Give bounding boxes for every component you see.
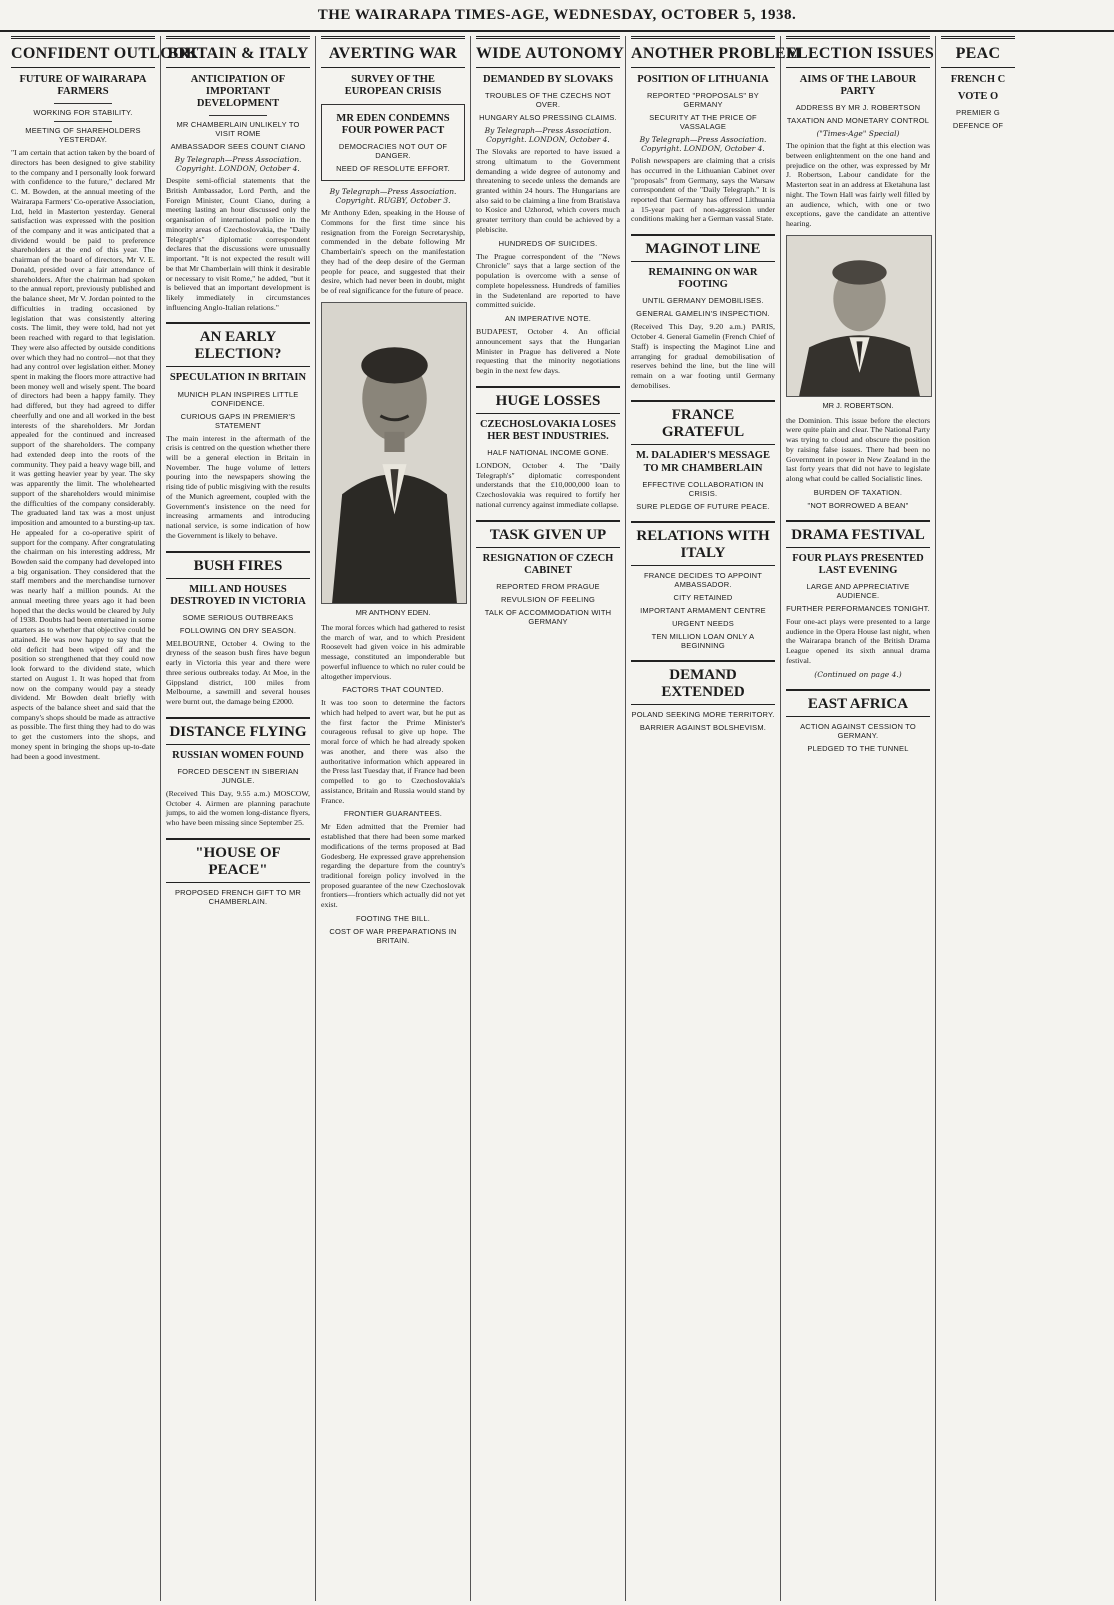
subheadline: PROPOSED FRENCH GIFT TO MR CHAMBERLAIN. <box>174 887 302 906</box>
headline: "HOUSE OF PEACE" <box>166 838 310 883</box>
subheadline-box <box>321 104 465 181</box>
headline: AN EARLY ELECTION? <box>166 322 310 367</box>
article-body: Four one-act plays were presented to a large audience in the Opera House last night, when the Wairarapa branch of the British Drama League opened its sixth annual drama festival. <box>786 617 930 665</box>
headline: BUSH FIRES <box>166 551 310 579</box>
portrait-photo <box>786 235 932 397</box>
subheadline: NEED OF RESOLUTE EFFORT. <box>336 164 450 174</box>
article-body: It was too soon to determine the factors which had helped to avert war, but he put as the first factor the Prime Minister's courageous refusal to give up hope. The moral force of which he had already spoken was another, and there was also the authoritative information which appeared in the Press last Tuesday that, if France had been compelled to go to Czechoslovakia's assistance, Britain and Russia would stand by France. <box>321 698 465 805</box>
headline: ELECTION ISSUES <box>786 36 930 68</box>
column-6 <box>781 36 936 1601</box>
continuation-note: (Continued on page 4.) <box>814 669 902 679</box>
article-body: The moral forces which had gathered to resist the march of war, and to which President Roosevelt had given voice in his admirable message, constituted an imponderable but powerful influence to which no ruler could be altogether impervious. <box>321 622 465 681</box>
article-body: MELBOURNE, October 4. Owing to the dryness of the season bush fires have begun early in Victoria this year and there were three serious outbreaks today. At Moe, in the Gippsland district, 100 miles from Melbourne, a sawmill and several houses were burnt out, the damage being £2000. <box>166 638 310 707</box>
subheadline: REPORTED FROM PRAGUE <box>496 581 600 591</box>
column-3 <box>316 36 471 1601</box>
subheadline: ADDRESS BY MR J. ROBERTSON <box>795 103 921 113</box>
subheadline: HALF NATIONAL INCOME GONE. <box>487 447 609 457</box>
column-2 <box>161 36 316 1601</box>
headline: DEMAND EXTENDED <box>631 660 775 705</box>
headline: CONFIDENT OUTLOOK <box>11 36 155 68</box>
subheadline: SPECULATION IN BRITAIN <box>169 372 307 384</box>
subheadline: BURDEN OF TAXATION. <box>813 487 903 497</box>
article-body: The main interest in the aftermath of the crisis is centred on the question whether there will be a general election in Britain in November. The huge volume of letters pouring into the newspapers showing the rising tide of public misgiving with the results of the Munich agreement, coupled with the Government's insistence on the need for increasing armaments and introducing national service, is some indication of how the Government is likely to behave. <box>166 433 311 540</box>
article-body: the Dominion. This issue before the electors were quite plain and clear. The National Party was trying to cloud and obscure the position by raising false issues. There had been no Government in power in New Zealand in the last forty years that did not have to legislate along what could be called Socialistic lines. <box>786 415 930 484</box>
subheadline: DEMANDED BY SLOVAKS <box>482 74 614 85</box>
subheadline: MR EDEN CONDEMNS FOUR POWER PACT <box>336 113 450 137</box>
headline: HUGE LOSSES <box>476 386 620 414</box>
subheadline: SURVEY OF THE EUROPEAN CRISIS <box>344 74 442 98</box>
subheadline: SURE PLEDGE OF FUTURE PEACE. <box>636 501 770 511</box>
photo-caption: MR ANTHONY EDEN. <box>355 607 431 617</box>
masthead-title: THE WAIRARAPA TIMES-AGE, WEDNESDAY, OCTOBER 5, 1938. <box>317 6 797 23</box>
article-body: Mr Eden admitted that the Premier had established that there had been some marked modifications of the terms proposed at Bad Godesberg. He expressed grave apprehension regarding the departure from the country's traditional foreign policy involved in the proposed guarantee of the new Czechoslovak frontiers—frontiers which actually did not yet exist. <box>321 822 465 910</box>
subheadline: FRENCH C <box>950 74 1006 85</box>
subheadline: FOOTING THE BILL. <box>355 913 431 923</box>
subheadline: FORCED DESCENT IN SIBERIAN JUNGLE. <box>177 766 299 785</box>
headline: PEAC <box>941 36 1015 68</box>
subheadline: TALK OF ACCOMMODATION WITH GERMANY <box>484 607 612 626</box>
subheadline: COST OF WAR PREPARATIONS IN BRITAIN. <box>329 926 457 945</box>
headline: WIDE AUTONOMY <box>476 36 620 68</box>
subheadline: RESIGNATION OF CZECH CABINET <box>482 552 614 576</box>
dateline: By Telegraph—Press Association. Copyright. LONDON, October 4. <box>639 135 767 154</box>
subheadline: UNTIL GERMANY DEMOBILISES. <box>642 296 764 306</box>
subheadline: FOLLOWING ON DRY SEASON. <box>179 625 297 635</box>
subheadline: ANTICIPATION OF IMPORTANT DEVELOPMENT <box>190 74 286 110</box>
headline: TASK GIVEN UP <box>476 520 620 548</box>
subheadline: MUNICH PLAN INSPIRES LITTLE CONFIDENCE. <box>177 389 299 408</box>
article-body: The Prague correspondent of the "News Chronicle" says that a large section of the population is overcome with a sense of complete hopelessness. Hundreds of families in the Sudetenland are reported to have committed suicide. <box>476 251 620 310</box>
column-7 <box>936 36 1020 1601</box>
subheadline: FUTURE OF WAIRARAPA FARMERS <box>19 74 147 98</box>
subheadline: PREMIER G <box>956 108 1000 118</box>
article-body: (Received This Day, 9.55 a.m.) MOSCOW, October 4. Airmen are planning parachute jumps, to aid the women long-distance flyers, who have been missing since September 25. <box>166 788 310 828</box>
subheadline: HUNGARY ALSO PRESSING CLAIMS. <box>479 113 617 123</box>
divider <box>209 115 267 116</box>
subheadline: MILL AND HOUSES DESTROYED IN VICTORIA <box>170 583 306 607</box>
subheadline: CZECHOSLOVAKIA LOSES HER BEST INDUSTRIES. <box>479 418 617 442</box>
subheadline: URGENT NEEDS <box>672 618 734 628</box>
masthead <box>0 0 1114 32</box>
subheadline: M. DALADIER'S MESSAGE TO MR CHAMBERLAIN <box>636 450 770 474</box>
subheadline: TROUBLES OF THE CZECHS NOT OVER. <box>485 91 611 110</box>
photo-caption: MR J. ROBERTSON. <box>822 400 894 410</box>
subheadline: MEETING OF SHAREHOLDERS YESTERDAY. <box>25 126 141 145</box>
subheadline: PLEDGED TO THE TUNNEL <box>807 743 909 753</box>
article-body: "I am certain that action taken by the board of directors has been designed to give stability to the company and I personally look forward with confidence to the future," declared Mr C. M. Bowden, at the annual meeting of the Wairarapa Farmers' Co-operative Association, Ltd, held in Masterton yesterday. General satisfaction was expressed with the position of the company and it was anticipated that a dividend would be paid to preference shareholders at the end of this year. The chairman of the board of directors, Mr V. E. Donald, presided over a fair attendance of shareholders. After the chairman had spoken to the annual report, previously published and the balance sheet, Mr V. Jordan pointed to the difficulties in trading occasioned by legislation that was consistently altering costs. The limit, they were told, had not yet been reached with regard to that legislation. They were also affected by outside conditions over which they had no control—not that they had any control over legislation either. Money spent in making the floors more attractive had been money well and wisely spent. The board of directors had been a happy family. They had differed, but they had agreed to differ cheerfully and one and all worked in the best interests of the shareholders. Mr Jordan appealed for the continued and increased support of the shareholders. The company had extended deep into the roots of the community. They paid a heavy wage bill, and it was getting heavier year by year. The sky was apparently the limit. The wholehearted support of the shareholders would minimise the difficulties of the company considerably. The graduated land tax was a most unjust imposition and amounted to a bursting-up tax. He appealed for a co-operative spirit of support for the company. After congratulating the chairman on his interesting address, Mr Bowden said the company had developed into a big organisation. They considered that the staff members and the merchandise turnover was nearly half a million pounds. At the annual meeting three years ago it had been hoped that the decks would be cleared by July of 1938. Doubts had been entertained in some quarters as to whether that objective could be attained. He was now happy to say that the old deficit had been wiped off and the position so strengthened that they could now look forward to the dividend state, which started on August 1. It was hoped that from now on the company would pay a steady dividend. Mr Bowden dealt briefly with aspects of the balance sheet and said that the company's shops should be made as attractive as possible. The first thing they had to do was to get the customers into the shops, and money spent in bringing the shops up-to-date had been a good investment. <box>11 148 156 761</box>
dateline: By Telegraph—Press Association. Copyright. LONDON, October 4. <box>484 126 612 145</box>
portrait-image <box>322 303 466 603</box>
subheadline: WORKING FOR STABILITY. <box>33 108 133 118</box>
subheadline: REPORTED "PROPOSALS" BY GERMANY <box>647 91 759 110</box>
headline: MAGINOT LINE <box>631 234 775 262</box>
headline: EAST AFRICA <box>786 689 930 717</box>
subheadline: TAXATION AND MONETARY CONTROL <box>786 116 930 126</box>
headline: AVERTING WAR <box>321 36 465 68</box>
subheadline: REMAINING ON WAR FOOTING <box>648 267 758 291</box>
subheadline: DEMOCRACIES NOT OUT OF DANGER. <box>338 142 448 161</box>
headline: BRITAIN & ITALY <box>166 36 310 68</box>
subheadline: AMBASSADOR SEES COUNT CIANO <box>170 142 306 152</box>
subheadline: MR CHAMBERLAIN UNLIKELY TO VISIT ROME <box>176 120 300 139</box>
headline: RELATIONS WITH ITALY <box>631 521 775 566</box>
headline: FRANCE GRATEFUL <box>631 400 775 445</box>
subheadline: RUSSIAN WOMEN FOUND <box>172 749 304 761</box>
article-body: LONDON, October 4. The "Daily Telegraph's" diplomatic correspondent understands that the £10,000,000 loan to Czechoslovakia was required to fortify her national currency against immediate collapse. <box>476 460 620 509</box>
portrait-photo <box>321 302 467 604</box>
dateline: ("Times-Age" Special) <box>816 129 900 139</box>
dateline: By Telegraph—Press Association. Copyright. RUGBY, October 3. <box>329 187 457 206</box>
subheadline: EFFECTIVE COLLABORATION IN CRISIS. <box>642 479 764 498</box>
subheadline: POSITION OF LITHUANIA <box>637 74 769 85</box>
subheadline: TEN MILLION LOAN ONLY A BEGINNING <box>651 631 755 650</box>
subheadline: AIMS OF THE LABOUR PARTY <box>799 74 917 98</box>
headline: ANOTHER PROBLEM <box>631 36 775 68</box>
columns <box>6 36 1114 1601</box>
article-body: Polish newspapers are claiming that a crisis has occurred in the Lithuanian Cabinet over "proposals" from Germany, says the Warsaw correspondent of the "Daily Telegraph." It is reported that Germany has offered Lithuania a 15-year pact of non-aggression under conditions making her a German vassal State. <box>631 156 775 224</box>
subheadline: SECURITY AT THE PRICE OF VASSALAGE <box>649 113 757 132</box>
portrait-image <box>787 236 931 396</box>
subheadline: FACTORS THAT COUNTED. <box>342 685 444 695</box>
subheadline: DEFENCE OF <box>952 121 1004 131</box>
article-body: The opinion that the fight at this election was between enlightenment on the one hand and prejudice on the other, was expressed by Mr J. Robertson, Labour candidate for the Masterton seat in an address at Eketahuna last night. The Town Hall was fairly well filled by an audience, which, with one or two exceptions, gave the candidate an attentive hearing. <box>786 141 930 228</box>
article-body: Mr Anthony Eden, speaking in the House of Commons for the first time since his resignation from the Foreign Secretaryship, commended in the debate following Mr Chamberlain's speech on the manifestation they had of the deep desire of the German people for peace, and suggested that their desire, which had never been in doubt, might be of real significance for the future of peace. <box>321 208 465 296</box>
subheadline: CITY RETAINED <box>673 592 733 602</box>
article-body: The Slovaks are reported to have issued a strong ultimatum to the Government demanding a wide degree of autonomy and threatening to secede unless the demands are granted within 24 hours. The Hungarians are also said to be claiming a line from Bratislava to Kosice and Uzhorod, which covers much greater territory than could be achieved by a plebiscite. <box>476 147 620 234</box>
subheadline: FRONTIER GUARANTEES. <box>343 809 443 819</box>
subheadline: GENERAL GAMELIN'S INSPECTION. <box>636 309 770 319</box>
subheadline: IMPORTANT ARMAMENT CENTRE <box>640 605 766 615</box>
subheadline: REVULSION OF FEELING <box>500 594 596 604</box>
subheadline: CURIOUS GAPS IN PREMIER'S STATEMENT <box>180 411 296 430</box>
subheadline: AN IMPERATIVE NOTE. <box>504 314 592 324</box>
article-body: BUDAPEST, October 4. An official announcement says that the Hungarian Minister in Prague has delivered a Note requesting that the minority negotiations begin in the next few days. <box>476 327 620 376</box>
subheadline: HUNDREDS OF SUICIDES. <box>498 238 598 248</box>
subheadline: ACTION AGAINST CESSION TO GERMANY. <box>800 721 916 740</box>
article-body: Despite semi-official statements that the British Ambassador, Lord Perth, and the Foreign Minister, Count Ciano, during a meeting lasting an hour discussed only the organisation of international police in the minority areas of Czechoslovakia, the "Daily Telegraph's" diplomatic correspondent declares that the discussions were unusually important. "It is not expected the result will be that Mr Chamberlain will think it desirable or necessary to visit Rome," he added, "but it is believed that an important development is likely immediately in circumstances influencing Anglo-Italian relations." <box>166 176 310 312</box>
subheadline: BARRIER AGAINST BOLSHEVISM. <box>639 722 767 732</box>
subheadline: LARGE AND APPRECIATIVE AUDIENCE. <box>806 582 910 600</box>
divider <box>54 103 112 104</box>
column-5 <box>626 36 802 1601</box>
subheadline: POLAND SEEKING MORE TERRITORY. <box>631 709 775 719</box>
article-body: (Received This Day, 9.20 a.m.) PARIS, October 4. General Gamelin (French Chief of Staff) is inspecting the Maginot Line and arranging for gradual demobilisation of reserves behind the line, but the line will remain on a war footing until Germany demobilises. <box>631 322 775 390</box>
subheadline: "NOT BORROWED A BEAN" <box>807 500 909 510</box>
subheadline: FOUR PLAYS PRESENTED LAST EVENING <box>792 552 924 576</box>
subheadline: FRANCE DECIDES TO APPOINT AMBASSADOR. <box>643 570 763 589</box>
subheadline: VOTE O <box>957 91 999 103</box>
subheadline: FURTHER PERFORMANCES TONIGHT. <box>786 604 930 613</box>
headline: DISTANCE FLYING <box>166 717 310 745</box>
headline: DRAMA FESTIVAL <box>786 520 930 548</box>
column-1 <box>6 36 199 1601</box>
subheadline: SOME SERIOUS OUTBREAKS <box>182 612 294 622</box>
dateline: By Telegraph—Press Association. Copyright. LONDON, October 4. <box>174 155 302 174</box>
column-4 <box>471 36 626 1601</box>
divider <box>54 121 112 122</box>
